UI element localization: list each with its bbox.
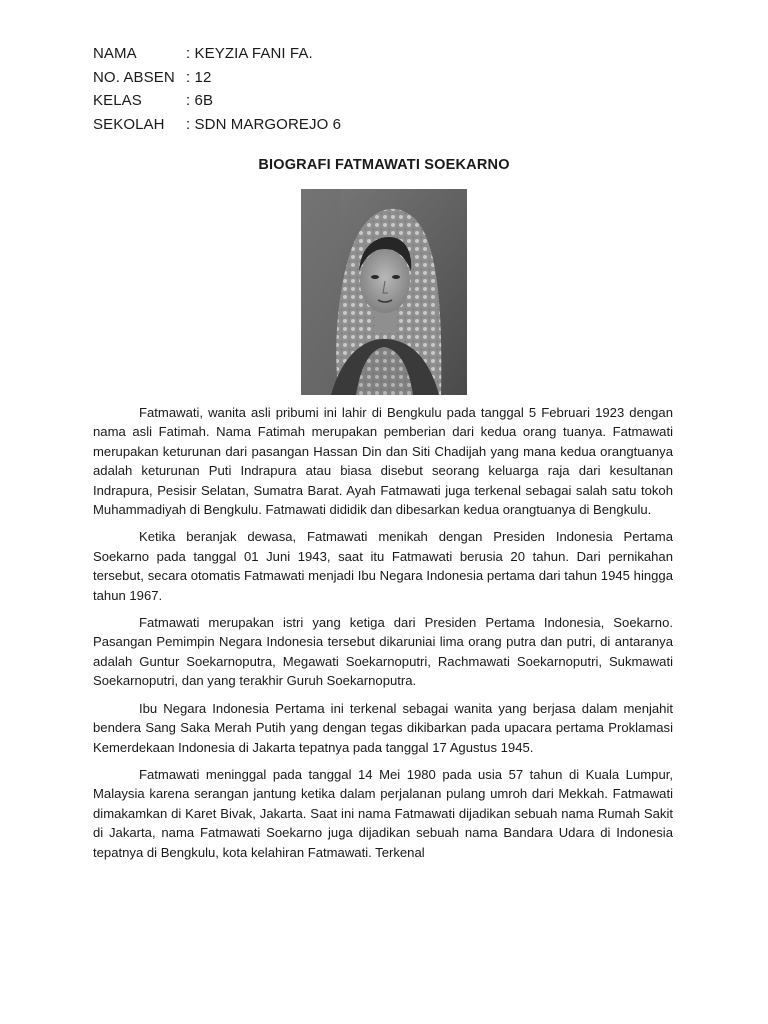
info-value: : 12: [186, 68, 212, 86]
portrait-illustration: [301, 189, 467, 395]
info-value: : 6B: [186, 92, 214, 109]
paragraph-2: Ketika beranjak dewasa, Fatmawati menikah dengan Presiden Indonesia Pertama Soekarno pada tanggal 01 Juni 1943, saat itu Fatmawati berusia 20 tahun. Dari pernikahan tersebut, secara otomatis Fatmawati menjadi Ibu Negara Indonesia pertama dari tahun 1945 hingga tahun 1967.: [93, 529, 673, 603]
info-row-kelas: [93, 89, 341, 113]
info-row-nama: [93, 42, 341, 66]
paragraph-1: Fatmawati, wanita asli pribumi ini lahir di Bengkulu pada tanggal 5 Februari 1923 dengan nama asli Fatimah. Nama Fatimah merupakan pemberian dari kedua orang tuanya. Fatmawati merupakan keturunan dari pasangan Hassan Din dan Siti Chadijah yang mana kedua orangtuanya adalah keturunan Puti Indrapura atau biasa disebut seorang keluarga raja dari kesultanan Indrapura, Pesisir Selatan, Sumatra Barat. Ayah Fatmawati juga terkenal sebagai salah satu tokoh Muhammadiyah di Bengkulu. Fatmawati dididik dan dibesarkan kedua orangtuanya di Bengkulu.: [93, 405, 673, 518]
info-label: NO. ABSEN: [93, 68, 175, 86]
info-label: SEKOLAH: [93, 115, 165, 133]
document-title: BIOGRAFI FATMAWATI SOEKARNO: [258, 157, 510, 173]
paragraph-3: Fatmawati merupakan istri yang ketiga dari Presiden Pertama Indonesia, Soekarno. Pasangan Pemimpin Negara Indonesia tersebut dikaruniai lima orang putra dan putri, di antaranya adalah Guntur Soekarnoputra, Megawati Soekarnoputri, Rachmawati Soekarnoputri, Sukmawati Soekarnoputri, dan yang terakhir Guruh Soekarnoputra.: [93, 615, 673, 689]
info-row-absen: [93, 66, 341, 90]
student-info: [93, 42, 341, 136]
info-row-sekolah: [93, 113, 341, 137]
info-value: : SDN MARGOREJO 6: [186, 115, 342, 133]
portrait-photo: [301, 189, 467, 395]
paragraph-4: Ibu Negara Indonesia Pertama ini terkenal sebagai wanita yang berjasa dalam menjahit bendera Sang Saka Merah Putih yang dengan tegas dikibarkan pada upacara pertama Proklamasi Kemerdekaan Indonesia di Jakarta tepatnya pada tanggal 17 Agustus 1945.: [93, 700, 673, 755]
paragraph-5: Fatmawati meninggal pada tanggal 14 Mei 1980 pada usia 57 tahun di Kuala Lumpur, Malaysia karena serangan jantung ketika dalam perjalanan pulang umroh dari Mekkah. Fatmawati dimakamkan di Karet Bivak, Jakarta. Saat ini nama Fatmawati dijadikan sebuah nama Rumah Sakit di Jakarta, nama Fatmawati Soekarno juga dijadikan sebuah nama Bandara Udara di Indonesia tepatnya di Bengkulu, kota kelahiran Fatmawati. Terkenal: [93, 766, 673, 860]
info-label: NAMA: [93, 45, 137, 62]
biography-text: [93, 403, 673, 870]
info-value: : KEYZIA FANI FA.: [186, 45, 313, 62]
info-label: KELAS: [93, 92, 142, 109]
